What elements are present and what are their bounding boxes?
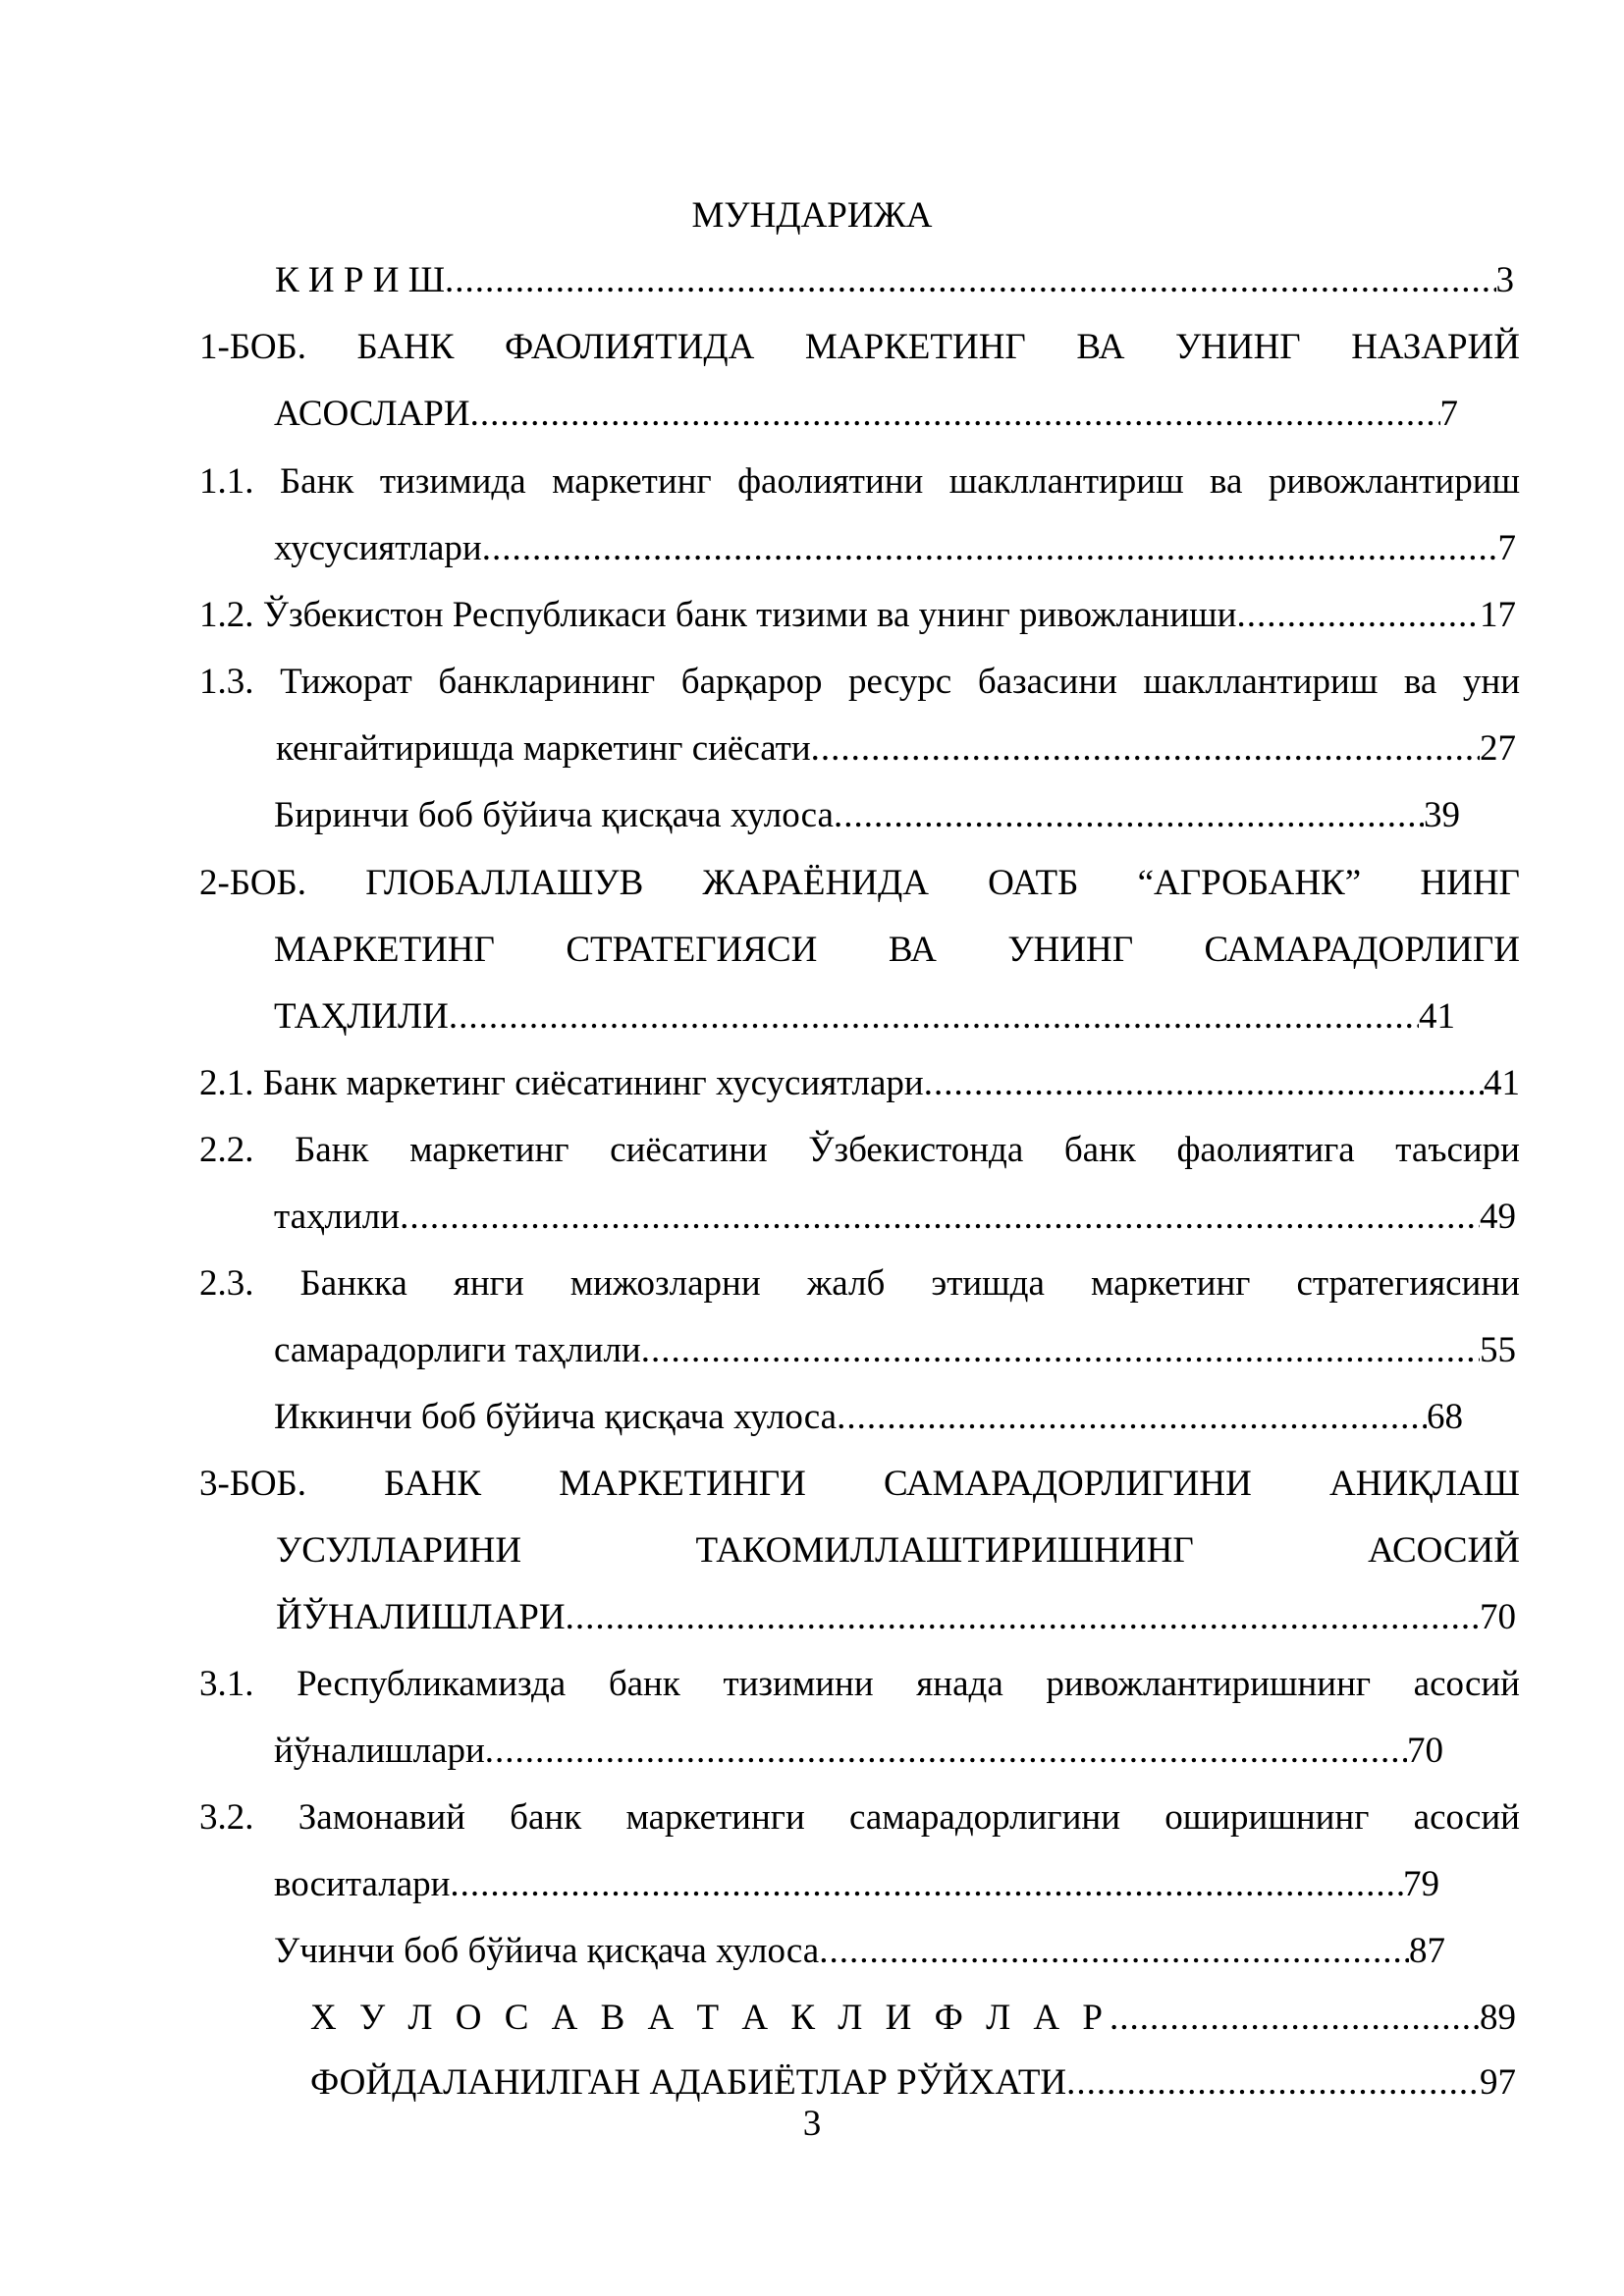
toc-summary-chapter-2[interactable]: Иккинчи боб бўйича қисқача хулоса ..... 68 [274, 1396, 1463, 1439]
toc-section-2-3-line1[interactable]: 2.3. Банкка янги мижозларни жалб этишда маркетинг стратегиясини [199, 1263, 1520, 1304]
toc-chapter-1-line1[interactable]: 1-БОБ. БАНК ФАОЛИЯТИДА МАРКЕТИНГ ВА УНИНГ НАЗАРИЙ [199, 327, 1520, 367]
toc-chapter-2-line2[interactable]: МАРКЕТИНГ СТРАТЕГИЯСИ ВА УНИНГ САМАРАДОРЛИГИ [274, 930, 1520, 970]
toc-section-1-2[interactable]: 1.2. Ўзбекистон Республикаси банк тизими ва унинг ривожланиши ..... 17 [199, 594, 1516, 637]
toc-section-3-1-line1[interactable]: 3.1. Республикамизда банк тизимини янада ривожлантиришнинг асосий [199, 1664, 1520, 1704]
toc-section-2-2-line1[interactable]: 2.2. Банк маркетинг сиёсатини Ўзбекистонда банк фаолиятига таъсири [199, 1130, 1520, 1170]
toc-summary-chapter-1[interactable]: Биринчи боб бўйича қисқача хулоса ..... 39 [274, 794, 1460, 837]
toc-section-3-2-line1[interactable]: 3.2. Замонавий банк маркетинги самарадорлигини оширишнинг асосий [199, 1797, 1520, 1838]
page-title: МУНДАРИЖА [691, 195, 933, 236]
toc-section-2-3-line2[interactable]: самарадорлиги таҳлили ..... 55 [274, 1329, 1516, 1372]
toc-conclusion[interactable]: Х У Л О С А В А Т А К Л И Ф Л А Р ..... 89 [310, 1997, 1516, 2040]
toc-section-3-1-line2[interactable]: йўналишлари ..... 70 [274, 1730, 1443, 1773]
toc-chapter-3-line1[interactable]: 3-БОБ. БАНК МАРКЕТИНГИ САМАРАДОРЛИГИНИ АНИҚЛАШ [199, 1464, 1520, 1504]
toc-section-1-3-line2[interactable]: кенгайтиришда маркетинг сиёсати ..... 27 [276, 727, 1516, 771]
page-number: 3 [802, 2104, 822, 2144]
toc-section-1-1-line2[interactable]: хусусиятлари ..... 7 [274, 527, 1516, 570]
toc-chapter-2-line3[interactable]: ТАҲЛИЛИ ..... 41 [274, 995, 1455, 1039]
toc-chapter-3-line3[interactable]: ЙЎНАЛИШЛАРИ ..... 70 [276, 1596, 1516, 1639]
toc-section-2-2-line2[interactable]: таҳлили ..... 49 [274, 1196, 1516, 1239]
toc-section-3-2-line2[interactable]: воситалари ..... 79 [274, 1863, 1439, 1906]
toc-chapter-2-line1[interactable]: 2-БОБ. ГЛОБАЛЛАШУВ ЖАРАЁНИДА ОАТБ “АГРОБАНК” НИНГ [199, 863, 1520, 903]
toc-chapter-1-line2[interactable]: АСОСЛАРИ ..... 7 [274, 393, 1458, 436]
toc-section-1-1-line1[interactable]: 1.1. Банк тизимида маркетинг фаолиятини шакллантириш ва ривожлантириш [199, 461, 1520, 502]
toc-summary-chapter-3[interactable]: Учинчи боб бўйича қисқача хулоса ..... 87 [274, 1930, 1445, 1973]
toc-entry-intro[interactable]: К И Р И Ш ..... 3 [275, 259, 1514, 302]
toc-section-1-3-line1[interactable]: 1.3. Тижорат банкларининг барқарор ресурс базасини шакллантириш ва уни [199, 662, 1520, 702]
toc-section-2-1[interactable]: 2.1. Банк маркетинг сиёсатининг хусусиятлари ..... 41 [199, 1062, 1520, 1105]
toc-references[interactable]: ФОЙДАЛАНИЛГАН АДАБИЁТЛАР РЎЙХАТИ ..... 97 [310, 2061, 1516, 2105]
toc-chapter-3-line2[interactable]: УСУЛЛАРИНИ ТАКОМИЛЛАШТИРИШНИНГ АСОСИЙ [276, 1530, 1520, 1571]
